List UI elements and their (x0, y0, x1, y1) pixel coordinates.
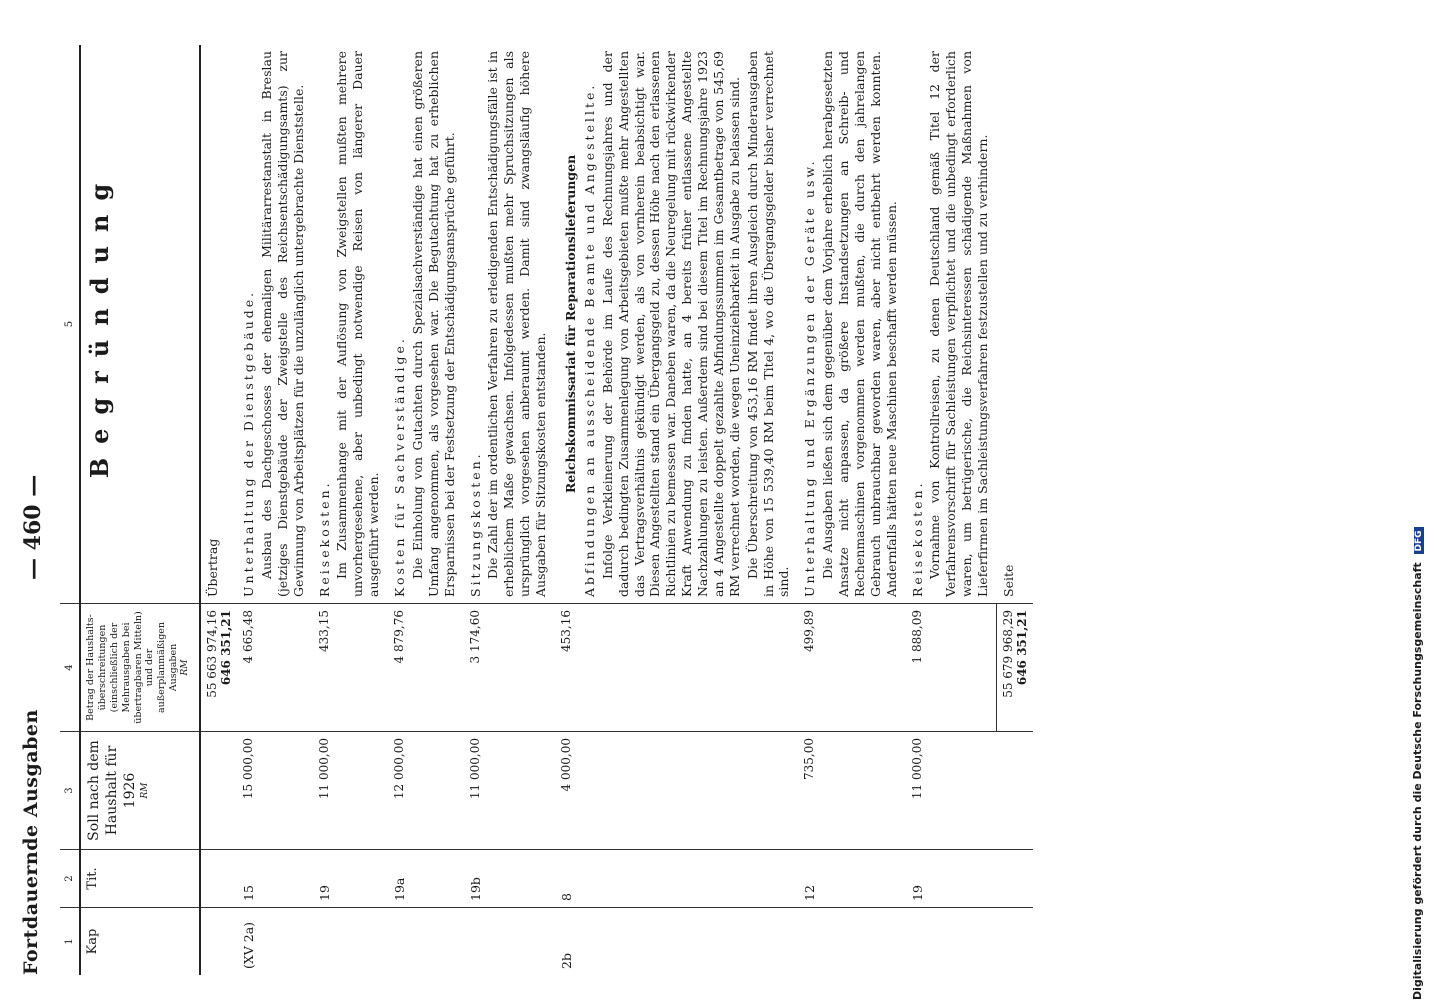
kap-cell (464, 908, 555, 976)
column-number: 2 (60, 850, 80, 908)
item-text: Die Zahl der im ordentlichen Verfahren zu erledigenden Entschädigungsfälle ist in erheblichem Maße gewachsen. Infolgedessen mußten mehr Spruchsitzungen als ursprünglich vorgesehen anberaumt werden. Damit sind zwangsläufig höhere Ausgaben für Sitzungskosten entstanden. (485, 51, 548, 597)
column-number-row (60, 45, 80, 975)
betrag-cell: 4 879,76 (388, 604, 464, 732)
soll-cell: 12 000,00 (388, 732, 464, 850)
betrag-cell: 499,89 (798, 604, 905, 732)
page-number: — 460 — (20, 474, 46, 580)
dfg-badge: DFG (1414, 527, 1424, 554)
tit-cell: 12 (798, 850, 905, 908)
header-betrag-label: Betrag der Haushalts-überschreitungen (einschließlich der Mehrausgaben bei übertragbaren Mitteln) und der außerplanmäßigen Ausgaben (85, 611, 180, 724)
begruendung-cell (388, 45, 464, 604)
tit-cell: 15 (237, 850, 313, 908)
column-header-row (80, 45, 200, 975)
betrag-cell: 3 174,60 (464, 604, 555, 732)
footer-text: Digitalisierung gefördert durch die Deutsche Forschungsgemeinschaft (1411, 562, 1424, 1000)
header-soll-label: Soll nach dem Haushalt für 1926 (86, 740, 139, 841)
betrag-cell: 433,15 (313, 604, 389, 732)
item-text: Die Ausgaben ließen sich dem gegenüber dem Vorjahre erheblich herabgesetzten Ansatze nicht anpassen, da größere Instandsetzungen an Schreib- und Rechenmaschinen vorgenommen werden mußten, die durch den jahrelangen Gebrauch unbrauchbar geworden waren, aber nicht entbehrt werden konnten. Andernfalls hätten neue Maschinen beschafft werden müssen. (820, 51, 899, 597)
tit-cell: 8 (555, 850, 798, 908)
kap-cell (906, 908, 997, 976)
carry-over-value-bold: 646 351,21 (219, 610, 233, 686)
item-text: Die Einholung von Gutachten durch Spezialsachverständige hat einen größeren Umfang angenommen, als vorgesehen war. Die Begutachtung hat zu erheblichen Ersparnissen bei der Festsetzung der Entschädigungsansprüche geführt. (409, 51, 457, 597)
header-begruendung: Begründung (80, 45, 200, 604)
tit-cell: 19 (906, 850, 997, 908)
carry-forward-value-bold: 646 351,21 (1015, 610, 1030, 686)
carry-over-label: Übertrag (200, 45, 237, 604)
soll-cell: 4 000,00 (555, 732, 798, 850)
item-text: Vornahme von Kontrollreisen, zu denen Deutschland gemäß Titel 12 der Verfahrensvorschrift für Sachleistungen verpflichtet und die unbedingt erforderlich waren, um betrügerische, die Reichsinteressen schädigende Maßnahmen von Lieferfirmen im Sachleistungsverfahren festzustellen und zu verhindern. (927, 51, 990, 597)
soll-cell: 11 000,00 (906, 732, 997, 850)
soll-cell: 15 000,00 (237, 732, 313, 850)
table-row (388, 45, 464, 975)
table-row (555, 45, 798, 975)
item-text: Infolge Verkleinerung der Behörde im Laufe des Rechnungsjahres und der dadurch bedingten Zusammenlegung von Arbeitsgebieten mußte mehr Angestellten das Vertragsverhältnis gekündigt werden, als von vornherein beabsichtigt war. Diesen Angestellten stand ein Übergangsgeld zu, dessen Höhe nach den erlassenen Richtlinien zu bemessen war. Daneben waren, da die Neuregelung mit rückwirkender Kraft Anwendung zu finden hatte, an 4 bereits früher entlassene Angestellte Nachzahlungen zu leisten. Außerdem sind bei diesem Titel im Rechnungsjahre 1923 an 4 Angestellte doppelt gezahlte Abfindungssummen im Gesamtbetrage von 545,69 RM verrechnet worden, die wegen Uneinziehbarkeit in Ausgabe zu belassen sind. (599, 51, 742, 597)
betrag-cell: 4 665,48 (237, 604, 313, 732)
item-text-2: Die Überschreitung von 453,16 RM findet ihren Ausgleich durch Minderausgaben in Höhe von 15 539,40 RM beim Titel 4, wo die Übergangsgelder bisher verrechnet sind. (744, 51, 792, 597)
begruendung-cell (798, 45, 905, 604)
column-number: 4 (60, 604, 80, 732)
table-row (313, 45, 389, 975)
begruendung-cell (237, 45, 313, 604)
table-row (237, 45, 313, 975)
soll-cell: 735,00 (798, 732, 905, 850)
kap-cell (798, 908, 905, 976)
budget-table (60, 45, 1033, 975)
begruendung-cell (555, 45, 798, 604)
tit-cell: 19b (464, 850, 555, 908)
item-heading: Unterhaltung und Ergänzungen der Geräte usw. (802, 158, 818, 597)
header-soll-unit: RM (139, 782, 150, 799)
table-row (798, 45, 905, 975)
header-betrag-unit: RM (180, 659, 190, 676)
tit-cell: 19 (313, 850, 389, 908)
item-heading: Reisekosten. (909, 480, 925, 597)
item-heading: Abfindungen an ausscheidende Beamte und Angestellte. (581, 82, 597, 597)
betrag-cell: 1 888,09 (906, 604, 997, 732)
item-heading: Reisekosten. (316, 480, 332, 597)
header-betrag (80, 604, 200, 732)
tit-cell: 19a (388, 850, 464, 908)
kap-cell: (XV 2a) (241, 921, 256, 969)
carry-over-value: 55 663 974,16 (205, 610, 219, 698)
begruendung-cell (313, 45, 389, 604)
header-soll (80, 732, 200, 850)
begruendung-cell (464, 45, 555, 604)
column-number: 3 (60, 732, 80, 850)
begruendung-cell (906, 45, 997, 604)
kap-cell (313, 908, 389, 976)
footer-credit (1411, 0, 1431, 1000)
carry-over-amount (200, 604, 237, 732)
item-text: Ausbau des Dachgeschosses der ehemaligen Militärarrestanstalt in Breslau (jetziges Dienstgebäude der Zweigstelle des Reichsentschädigungsamts) zur Gewinnung von Arbeitsplätzen für die unzulänglich untergebrachte Dienststelle. (258, 51, 306, 597)
kap-cell (388, 908, 464, 976)
soll-cell: 11 000,00 (313, 732, 389, 850)
carry-forward-row (997, 45, 1034, 975)
item-heading: Kosten für Sachverständige. (392, 336, 407, 597)
section-header: Fortdauernde Ausgaben (20, 709, 42, 975)
item-text: Im Zusammenhange mit der Auflösung von Zweigstellen mußten mehrere unvorhergesehene, aber unbedingt notwendige Reisen von längerer Dauer ausgeführt werden. (334, 51, 382, 597)
column-number: 1 (60, 908, 80, 976)
carry-forward-label: Seite (997, 45, 1034, 604)
digitization-footer (1411, 0, 1431, 1000)
table-row (464, 45, 555, 975)
column-number: 5 (60, 45, 80, 604)
header-tit: Tit. (80, 850, 200, 908)
header-kap: Kap (80, 908, 200, 976)
soll-cell: 11 000,00 (464, 732, 555, 850)
kap-cell: 2b (558, 953, 574, 969)
carry-forward-value: 55 679 968,29 (1001, 610, 1016, 698)
betrag-cell: 453,16 (555, 604, 798, 732)
item-heading: Sitzungskosten. (467, 451, 483, 597)
item-heading: Unterhaltung der Dienstgebäude. (241, 289, 256, 597)
carry-forward-amount (997, 604, 1034, 732)
table-row (906, 45, 997, 975)
section-title: Reichskommissariat für Reparationslieferungen (562, 154, 578, 494)
carry-over-row (200, 45, 237, 975)
